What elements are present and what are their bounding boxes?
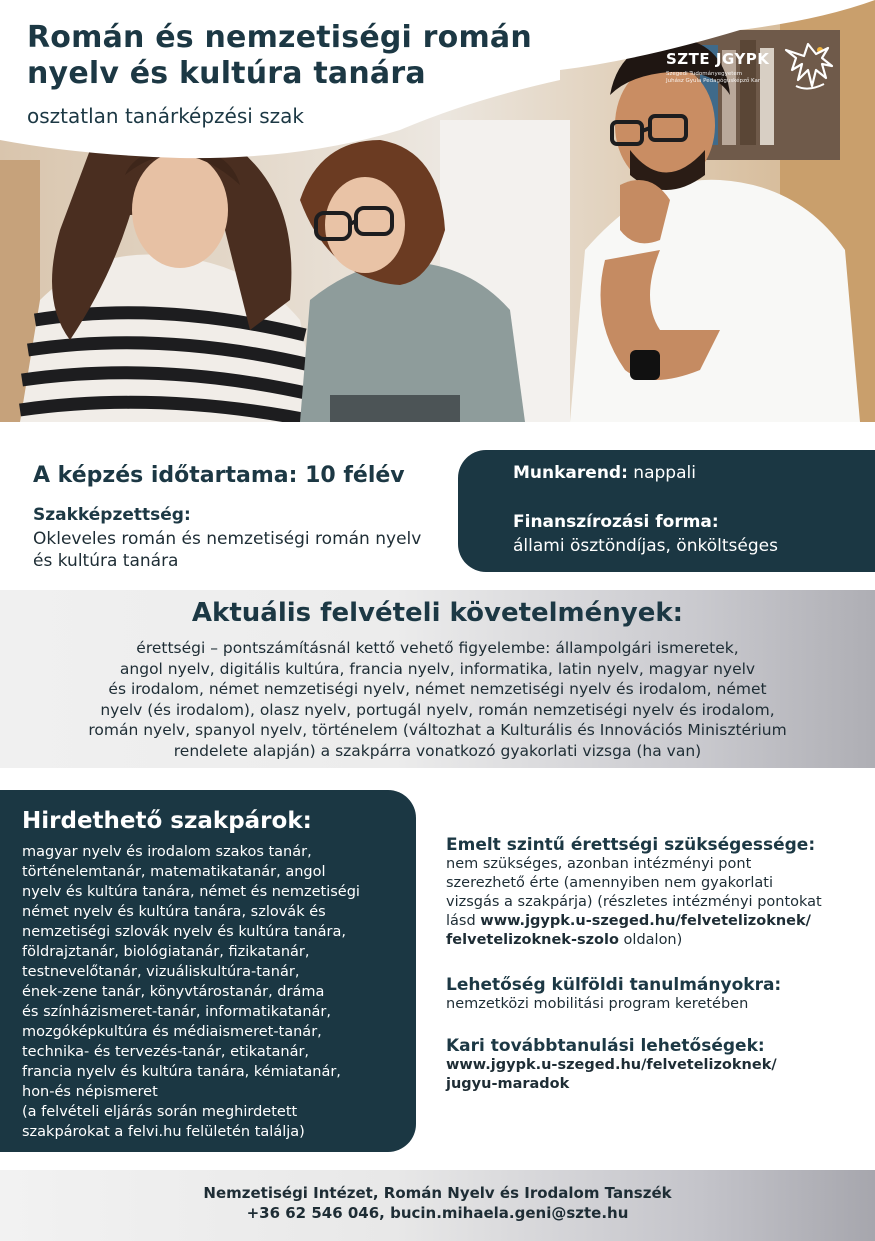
abroad-section: [446, 975, 781, 1014]
pairs-line: mozgóképkultúra és médiaismeret-tanár,: [22, 1024, 322, 1040]
advanced-line: szerezhető érte (amennyiben nem gyakorlati: [446, 875, 773, 891]
further-studies-section: [446, 1036, 777, 1094]
admission-info-link-cont[interactable]: felvetelizoknek-szolo: [446, 932, 619, 948]
pairs-line: magyar nyelv és irodalom szakos tanár,: [22, 844, 312, 860]
pairs-line: szakpárokat a felvi.hu felületén találja): [22, 1124, 305, 1140]
pairs-line: történelemtanár, matematikatanár, angol: [22, 864, 326, 880]
pairs-line: francia nyelv és kultúra tanára, kémiatanár,: [22, 1064, 341, 1080]
subject-pairs-text: [22, 842, 407, 1142]
further-studies-links: [446, 1056, 777, 1094]
requirements-section: [0, 590, 875, 768]
further-studies-link-cont[interactable]: jugyu-maradok: [446, 1076, 570, 1092]
subject-pairs-box: [0, 790, 416, 1152]
contact-details[interactable]: +36 62 546 046, bucin.mihaela.geni@szte.hu: [246, 1204, 629, 1222]
requirements-title: Aktuális felvételi követelmények:: [191, 598, 684, 628]
logo-subtitle: [666, 71, 778, 85]
work-schedule-label: Munkarend:: [513, 463, 628, 483]
contact-footer: [0, 1170, 875, 1241]
logo-sub-line-1: Szegedi Tudományegyetem: [666, 71, 743, 77]
abroad-title: Lehetőség külföldi tanulmányokra:: [446, 975, 782, 995]
advanced-exam-text: [446, 855, 822, 950]
advanced-exam-section: [446, 835, 822, 950]
work-schedule-row: [513, 463, 696, 483]
logo-emblem-icon: [778, 40, 836, 96]
hero-section: [0, 0, 875, 422]
pairs-line: testnevelőtanár, vizuáliskultúra-tanár,: [22, 964, 300, 980]
title-line-1: Román és nemzetiségi román: [27, 20, 532, 55]
duration-heading: A képzés időtartama: 10 félév: [33, 463, 405, 488]
funding-label: Finanszírozási forma:: [513, 512, 719, 532]
schedule-funding-box: [458, 450, 875, 572]
work-schedule-value: nappali: [633, 463, 696, 483]
pairs-line: és színházismeret-tanár, informatikatanár,: [22, 1004, 331, 1020]
page-title: [27, 20, 532, 92]
further-studies-title: Kari továbbtanulási lehetőségek:: [446, 1036, 765, 1056]
pairs-line: ének-zene tanár, könyvtárostanár, dráma: [22, 984, 325, 1000]
pairs-line: földrajztanár, biológiatanár, fizikatanár,: [22, 944, 310, 960]
advanced-line: nem szükséges, azonban intézményi pont: [446, 856, 752, 872]
further-studies-link[interactable]: www.jgypk.u-szeged.hu/felvetelizoknek/: [446, 1057, 777, 1073]
qualification-value: Okleveles román és nemzetiségi román nyelv és kultúra tanára: [33, 529, 422, 571]
requirements-line: rendelete alapján) a szakpárra vonatkozó gyakorlati vizsga (ha van): [173, 741, 702, 760]
logo-sub-line-2: Juhász Gyula Pedagógusképző Kar: [666, 78, 761, 84]
requirements-line: nyelv (és irodalom), olasz nyelv, portugál nyelv, román nemzetiségi nyelv és irodalom,: [100, 700, 775, 719]
abroad-text: nemzetközi mobilitási program keretében: [446, 996, 749, 1012]
pairs-line: (a felvételi eljárás során meghirdetett: [22, 1104, 298, 1120]
requirements-text: [30, 638, 845, 761]
department-name: Nemzetiségi Intézet, Román Nyelv és Irodalom Tanszék: [203, 1184, 672, 1202]
logo-name: SZTE JGYPK: [666, 50, 770, 68]
title-line-2: nyelv és kultúra tanára: [27, 56, 426, 91]
funding-value: állami ösztöndíjas, önköltséges: [513, 536, 778, 556]
advanced-line: vizsgás a szakpárja) (részletes intézményi pontokat: [446, 894, 822, 910]
pairs-line: nyelv és kultúra tanára, német és nemzetiségi: [22, 884, 360, 900]
advanced-line-prefix: lásd: [446, 913, 476, 929]
pairs-line: nemzetiségi szlovák nyelv és kultúra tanára,: [22, 924, 346, 940]
pairs-line: hon-és népismeret: [22, 1084, 158, 1100]
advanced-exam-title: Emelt szintű érettségi szükségessége:: [446, 835, 816, 855]
requirements-line: érettségi – pontszámításnál kettő vehető figyelembe: állampolgári ismeretek,: [136, 639, 739, 657]
admission-info-link[interactable]: www.jgypk.u-szeged.hu/felvetelizoknek/: [480, 913, 811, 929]
subject-pairs-title: Hirdethető szakpárok:: [22, 808, 312, 834]
page-subtitle: osztatlan tanárképzési szak: [27, 104, 304, 128]
university-logo: [666, 40, 846, 96]
requirements-line: angol nyelv, digitális kultúra, francia nyelv, informatika, latin nyelv, magyar nyelv: [119, 659, 756, 678]
pairs-line: német nyelv és kultúra tanára, szlovák és: [22, 904, 326, 920]
requirements-line: és irodalom, német nemzetiségi nyelv, német nemzetiségi nyelv és irodalom, német: [108, 680, 767, 698]
qualification-label: Szakképzettség:: [33, 505, 191, 525]
advanced-line-5: [446, 931, 822, 950]
advanced-line-suffix: oldalon): [623, 932, 683, 948]
pairs-line: technika- és tervezés-tanár, etikatanár,: [22, 1044, 310, 1060]
requirements-line: román nyelv, spanyol nyelv, történelem (változhat a Kulturális és Innovációs Minisztérium: [88, 721, 787, 739]
advanced-line-4: [446, 912, 822, 931]
